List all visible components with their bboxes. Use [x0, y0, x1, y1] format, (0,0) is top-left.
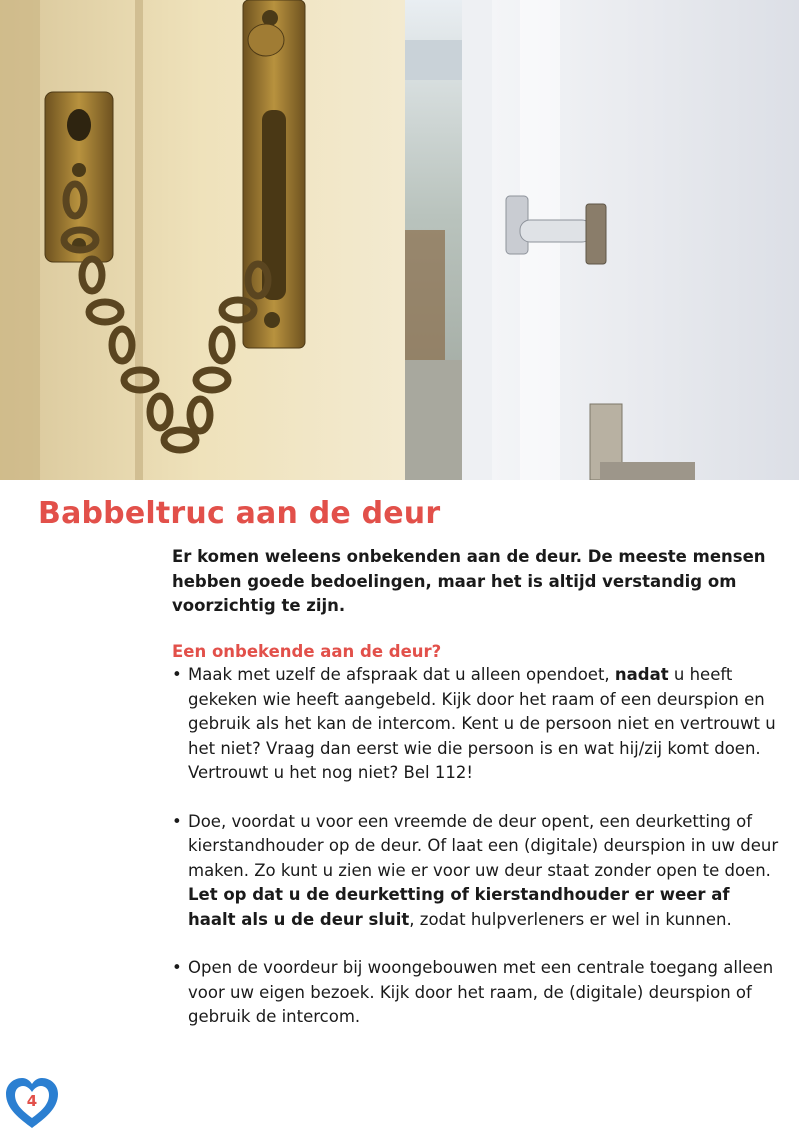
list-item: • Maak met uzelf de afspraak dat u alleen opendoet, nadat u heeft gekeken wie heeft aangebeld. Kijk door het raam of een deurspion en gebruik als het kan de intercom. Kent u de persoon niet en vertrouwt u het niet? Vraag dan eerst wie die persoon is en wat hij/zij komt doen. Vertrouwt u het nog niet? Bel 112!	[172, 663, 782, 786]
list-item: • Open de voordeur bij woongebouwen met een centrale toegang alleen voor uw eigen bezoek. Kijk door het raam, de (digitale) deurspion of gebruik de intercom.	[172, 956, 782, 1030]
page-title: Babbeltruc aan de deur	[38, 496, 441, 531]
intro-paragraph: Er komen weleens onbekenden aan de deur. De meeste mensen hebben goede bedoelingen, maar het is altijd verstandig om voorzichtig te zijn.	[172, 547, 766, 615]
page-number: 4	[26, 1092, 38, 1110]
advice-list	[172, 663, 782, 1030]
list-item: • Doe, voordat u voor een vreemde de deur opent, een deurketting of kierstandhouder op de deur. Of laat een (digitale) deurspion in uw deur maken. Zo kunt u zien wie er voor uw deur staat zonder open te doen. Let op dat u de deurketting of kierstandhouder er weer af haalt als u de deur sluit, zodat hulpverleners er wel in kunnen.	[172, 810, 782, 933]
door-chain-photo	[0, 0, 799, 480]
section-subheading: Een onbekende aan de deur?	[172, 642, 442, 661]
